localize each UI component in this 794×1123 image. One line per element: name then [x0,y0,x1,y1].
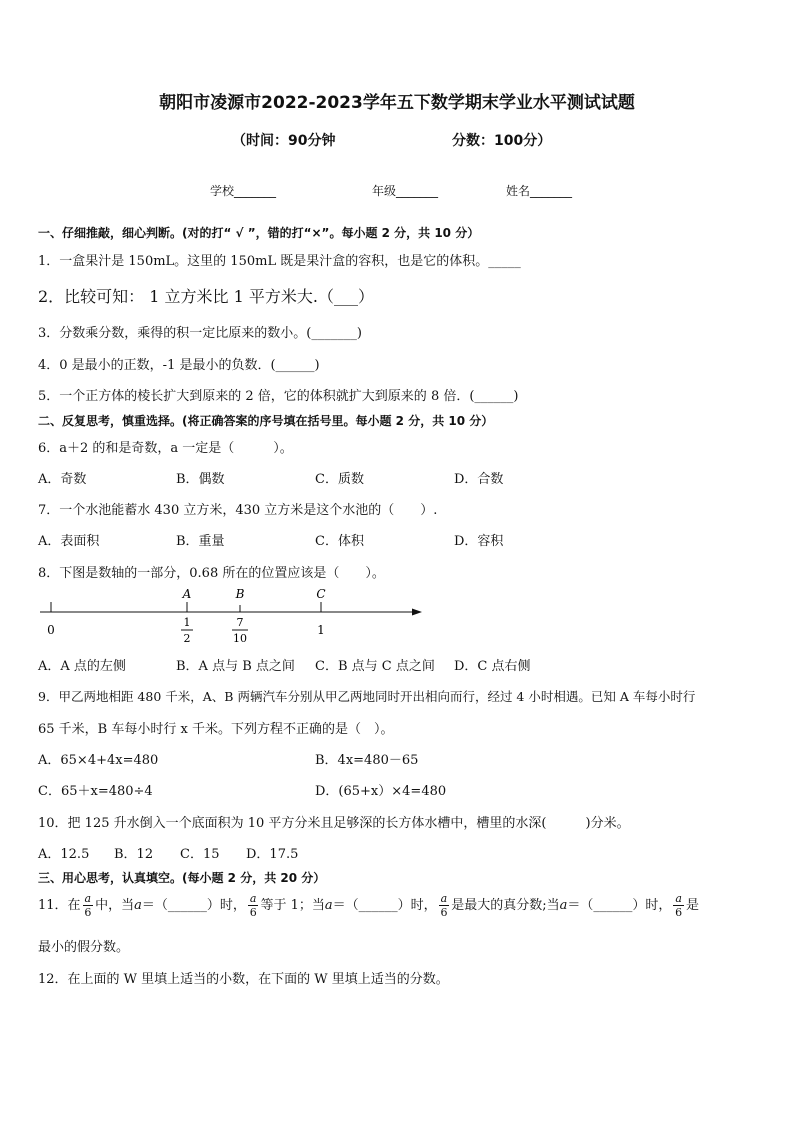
tick-label-half-num: 1 [183,616,191,629]
question-2: 2．比较可知： 1 立方米比 1 平方米大.（___） [38,287,374,306]
question-10: 10．把 125 升水倒入一个底面积为 10 平方分米且足够深的长方体水槽中，槽里的水深( )分米。 [38,816,630,831]
section1-heading: 一、仔细推敲，细心判断。(对的打“ √ ”，错的打“×”。每小题 2 分，共 10 分） [38,226,480,240]
exam-score: 分数：100分） [452,133,552,149]
q9-option-a: A．65×4+4x=480 [38,753,159,768]
q6-option-b: B．偶数 [176,472,225,487]
q7-option-c: C．体积 [315,534,364,549]
fraction-a-over-6: $\frac{a}{6}$ [675,892,683,919]
tick-label-half-den: 2 [183,632,191,645]
question-7: 7．一个水池能蓄水 430 立方米，430 立方米是这个水池的（ ）. [38,503,438,518]
q6-option-a: A．奇数 [38,472,87,487]
q8-option-b: B．A 点与 B 点之间 [176,659,295,674]
name-field[interactable]: 姓名_______ [506,184,573,198]
grade-field[interactable]: 年级_______ [372,184,439,198]
q8-option-d: D．C 点右侧 [454,659,531,674]
q9-option-d: D．(65+x）×4=480 [315,784,447,799]
point-c-label: C [316,587,326,601]
q6-option-d: D．合数 [454,472,504,487]
tick-label-1: 1 [317,623,325,637]
number-line [36,584,436,646]
question-12: 12．在上面的 W 里填上适当的小数，在下面的 W 里填上适当的分数。 [38,972,449,987]
question-11-line2: 最小的假分数。 [38,940,130,955]
q9-option-c: C．65＋x=480÷4 [38,784,153,799]
exam-time: （时间：90分钟 [232,133,336,149]
fraction-a-over-6: $\frac{a}{6}$ [249,892,257,919]
q10-option-d: D．17.5 [246,847,299,862]
q8-option-c: C．B 点与 C 点之间 [315,659,435,674]
q10-option-a: A．12.5 [38,847,90,862]
question-5: 5．一个正方体的棱长扩大到原来的 2 倍，它的体积就扩大到原来的 8 倍．(______) [38,389,519,404]
section3-heading: 三、用心思考，认真填空。(每小题 2 分，共 20 分） [38,871,326,885]
question-9-line2: 65 千米，B 车每小时行 x 千米。下列方程不正确的是（ ）。 [38,722,394,737]
question-11-line1: 11．在 $\frac{a}{6}$ 中，当a＝（______）时， $\frac{a}{6}$ 等于 1；当a＝（______）时， $\frac{a}{6}$ 是最大的真分数;当a＝（______）时， $\frac{a}{6}$ 是 [38,892,699,919]
question-6: 6．a＋2 的和是奇数，a 一定是（ ）。 [38,441,293,456]
school-field[interactable]: 学校_______ [210,184,277,198]
q6-option-c: C．质数 [315,472,364,487]
point-a-label: A [182,587,192,601]
q10-option-b: B．12 [114,847,154,862]
question-4: 4．0 是最小的正数，-1 是最小的负数．(______) [38,358,320,373]
q8-option-a: A．A 点的左侧 [38,659,126,674]
q7-option-b: B．重量 [176,534,225,549]
question-9-line1: 9．甲乙两地相距 480 千米，A、B 两辆汽车分别从甲乙两地同时开出相向而行，经过 4 小时相遇。已知 A 车每小时行 [38,689,696,704]
section2-heading: 二、反复思考，慎重选择。(将正确答案的序号填在括号里。每小题 2 分，共 10 分） [38,414,494,428]
q7-option-d: D．容积 [454,534,504,549]
tick-label-seven-num: 7 [236,616,244,629]
q9-option-b: B．4x=480－65 [315,753,419,768]
q7-option-a: A．表面积 [38,534,100,549]
fraction-a-over-6: $\frac{a}{6}$ [84,892,92,919]
question-8: 8．下图是数轴的一部分，0.68 所在的位置应该是（ ）。 [38,566,385,581]
tick-label-seven-den: 10 [233,632,247,645]
page-title: 朝阳市凌源市2022-2023学年五下数学期末学业水平测试试题 [159,93,635,113]
tick-label-0: 0 [47,623,55,637]
point-b-label: B [235,587,245,601]
question-3: 3．分数乘分数，乘得的积一定比原来的数小。(_______) [38,326,362,341]
question-1: 1．一盒果汁是 150mL。这里的 150mL 既是果汁盒的容积，也是它的体积。_____ [38,254,521,269]
q10-option-c: C．15 [180,847,220,862]
fraction-a-over-6: $\frac{a}{6}$ [440,892,448,919]
number-line-arrow [412,609,422,616]
